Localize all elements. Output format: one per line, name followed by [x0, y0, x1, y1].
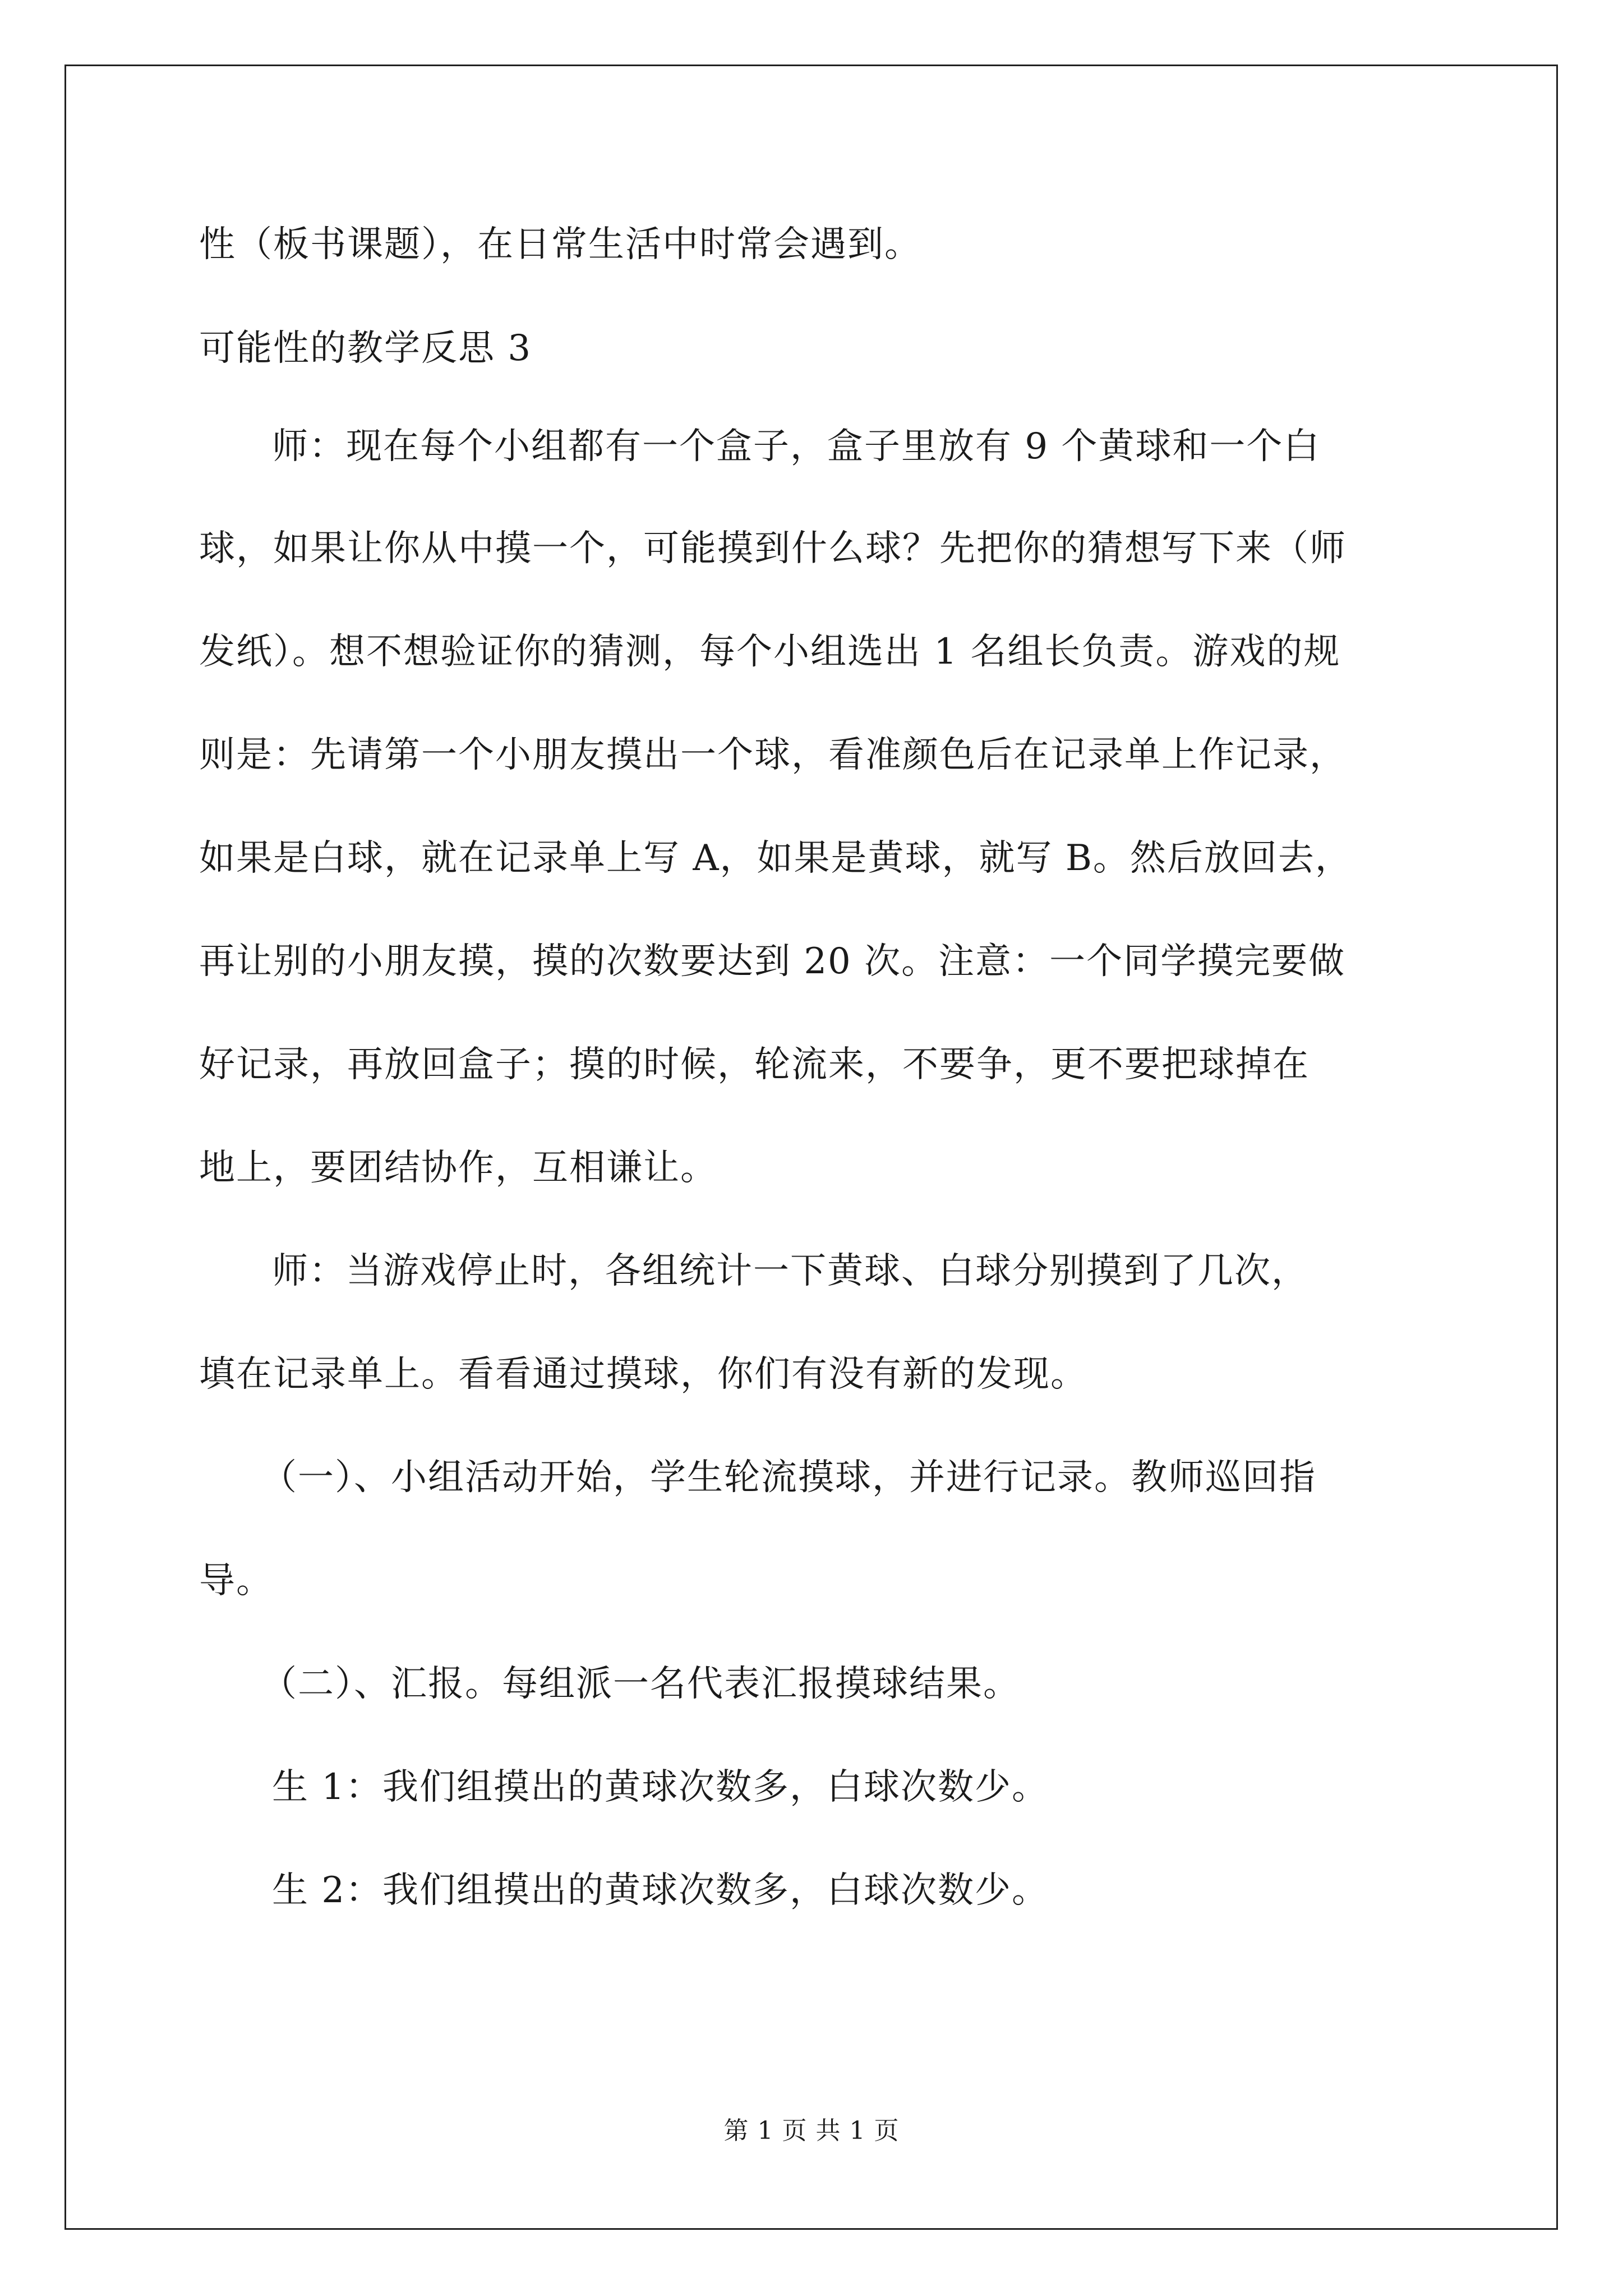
paragraph-line: 生 2：我们组摸出的黄球次数多，白球次数少。	[272, 1870, 1049, 1911]
paragraph-line: 填在记录单上。看看通过摸球，你们有没有新的发现。	[199, 1354, 1087, 1395]
paragraph-line: 球，如果让你从中摸一个，可能摸到什么球？先把你的猜想写下来（师	[199, 528, 1347, 569]
paragraph-line: 导。	[199, 1560, 273, 1602]
page-number-footer: 第 1 页 共 1 页	[723, 2116, 900, 2145]
paragraph-line: 发纸）。想不想验证你的猜测，每个小组选出 1 名组长负责。游戏的规	[199, 631, 1341, 673]
paragraph-line: 师：当游戏停止时，各组统计一下黄球、白球分别摸到了几次，	[272, 1250, 1308, 1292]
paragraph-line: 则是：先请第一个小朋友摸出一个球，看准颜色后在记录单上作记录，	[199, 734, 1347, 776]
paragraph-line: 地上，要团结协作，互相谦让。	[199, 1147, 717, 1189]
continuation-line: 性（板书课题），在日常生活中时常会遇到。	[199, 224, 921, 265]
paragraph-line: 再让别的小朋友摸，摸的次数要达到 20 次。注意：一个同学摸完要做	[199, 941, 1346, 982]
paragraph-line: 生 1：我们组摸出的黄球次数多，白球次数少。	[272, 1766, 1049, 1808]
paragraph-line: （二）、汇报。每组派一名代表汇报摸球结果。	[261, 1663, 1020, 1705]
paragraph-line: （一）、小组活动开始，学生轮流摸球，并进行记录。教师巡回指	[261, 1457, 1316, 1498]
paragraph-line: 师：现在每个小组都有一个盒子，盒子里放有 9 个黄球和一个白	[272, 426, 1321, 467]
paragraph-line: 如果是白球，就在记录单上写 A，如果是黄球，就写 B。然后放回去，	[199, 838, 1352, 879]
paragraph-line: 好记录，再放回盒子；摸的时候，轮流来，不要争，更不要把球掉在	[199, 1044, 1310, 1085]
section-heading: 可能性的教学反思 3	[199, 328, 532, 369]
